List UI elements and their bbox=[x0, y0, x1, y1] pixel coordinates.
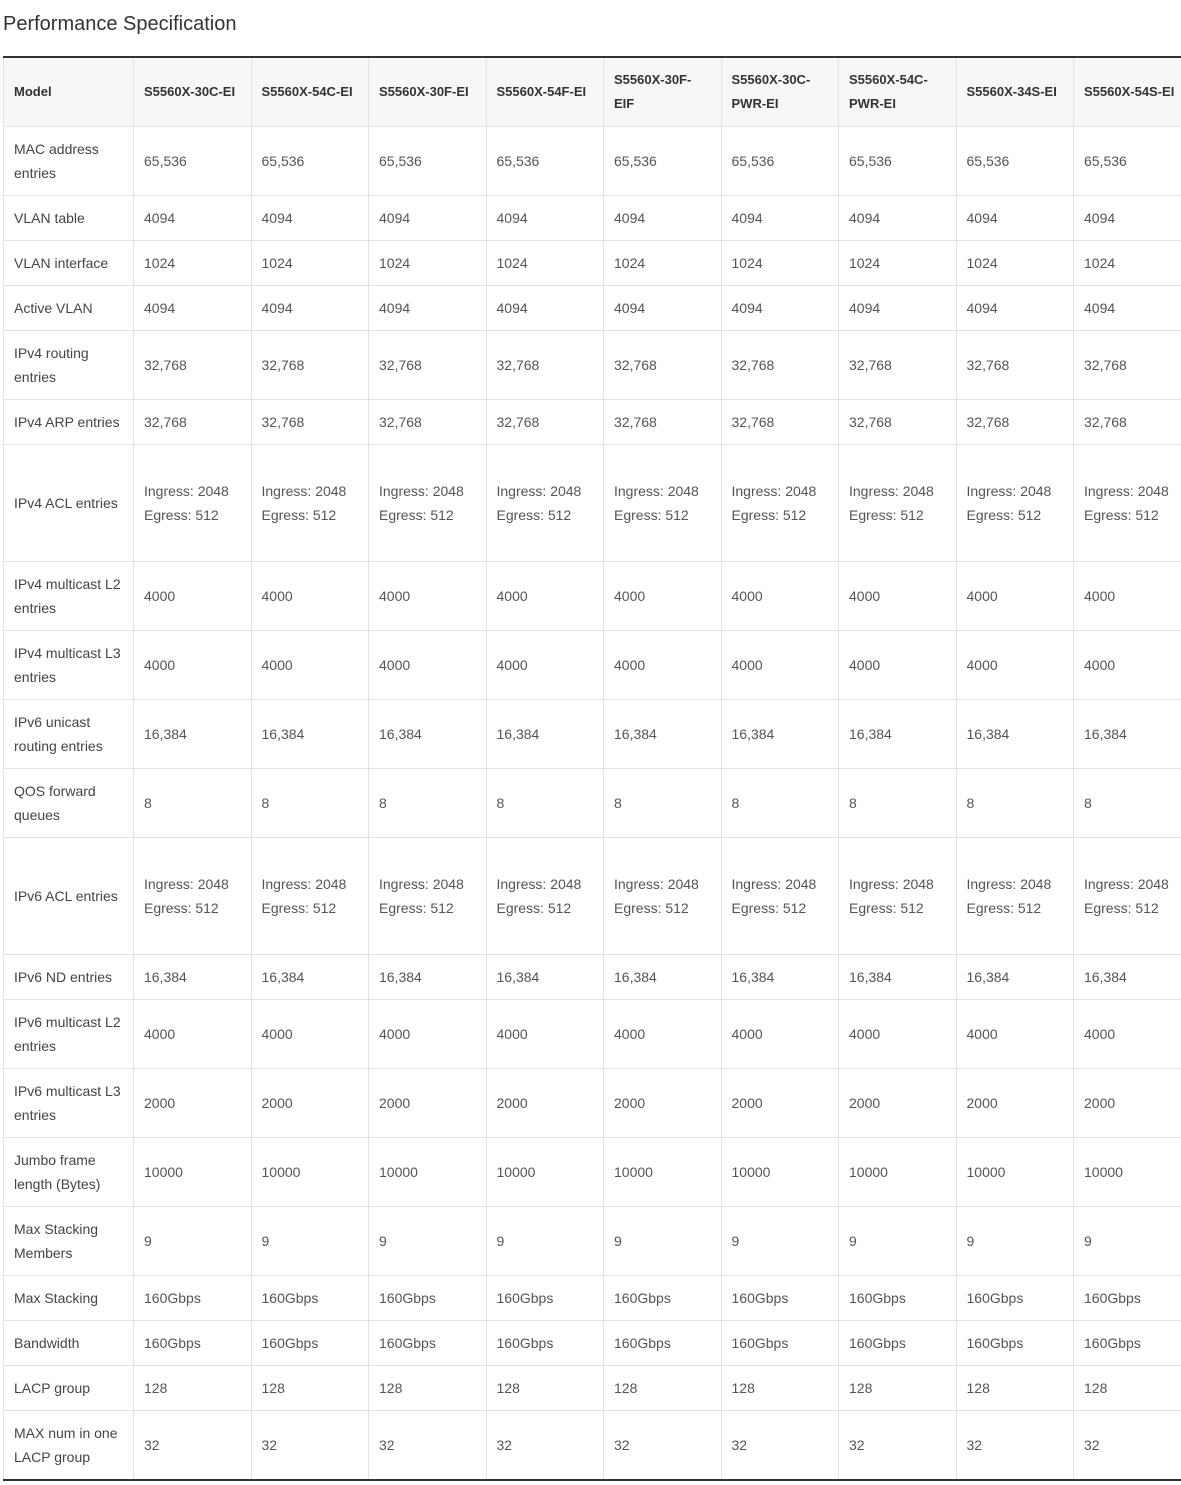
spec-value-cell: 65,536 bbox=[134, 127, 252, 196]
spec-value-cell: 4000 bbox=[134, 1000, 252, 1069]
table-row bbox=[4, 127, 1181, 196]
spec-value-cell: 4000 bbox=[604, 1000, 722, 1069]
spec-value-cell: 9 bbox=[1074, 1207, 1181, 1276]
spec-value-cell: 160Gbps bbox=[486, 1276, 604, 1321]
spec-value-cell: 128 bbox=[369, 1366, 487, 1411]
spec-value-cell: 4094 bbox=[956, 286, 1074, 331]
spec-value-cell: 128 bbox=[486, 1366, 604, 1411]
spec-value-cell: Ingress: 2048 Egress: 512 bbox=[604, 838, 722, 955]
spec-value-cell: Ingress: 2048 Egress: 512 bbox=[1074, 445, 1181, 562]
spec-value-cell: 1024 bbox=[369, 241, 487, 286]
table-row bbox=[4, 631, 1181, 700]
spec-value-cell: 4000 bbox=[369, 1000, 487, 1069]
spec-value-cell: 2000 bbox=[251, 1069, 369, 1138]
table-row bbox=[4, 241, 1181, 286]
spec-value-cell: Ingress: 2048 Egress: 512 bbox=[486, 838, 604, 955]
table-body bbox=[4, 127, 1181, 1481]
spec-value-cell: 9 bbox=[251, 1207, 369, 1276]
spec-value-cell: 4000 bbox=[839, 1000, 957, 1069]
spec-value-cell: 32,768 bbox=[839, 331, 957, 400]
spec-value-cell: 32,768 bbox=[369, 400, 487, 445]
spec-value-cell: 65,536 bbox=[839, 127, 957, 196]
spec-value-cell: 4094 bbox=[1074, 286, 1181, 331]
spec-value-cell: Ingress: 2048 Egress: 512 bbox=[251, 838, 369, 955]
header-model-name: S5560X-54C-PWR-EI bbox=[839, 57, 957, 127]
row-label: Active VLAN bbox=[4, 286, 134, 331]
table-row bbox=[4, 400, 1181, 445]
spec-value-cell: 160Gbps bbox=[134, 1321, 252, 1366]
spec-value-cell: Ingress: 2048 Egress: 512 bbox=[251, 445, 369, 562]
table-row bbox=[4, 1321, 1181, 1366]
spec-value-cell: 4094 bbox=[369, 196, 487, 241]
row-label: IPv6 unicast routing entries bbox=[4, 700, 134, 769]
spec-value-cell: 128 bbox=[134, 1366, 252, 1411]
spec-value-cell: 2000 bbox=[956, 1069, 1074, 1138]
header-model-name: S5560X-30F-EI bbox=[369, 57, 487, 127]
spec-value-cell: 4094 bbox=[134, 286, 252, 331]
spec-value-cell: 4000 bbox=[134, 631, 252, 700]
spec-value-cell: 32,768 bbox=[251, 400, 369, 445]
spec-value-cell: 32 bbox=[251, 1411, 369, 1481]
spec-value-cell: 128 bbox=[721, 1366, 839, 1411]
spec-value-cell: 4000 bbox=[251, 562, 369, 631]
spec-value-cell: 2000 bbox=[369, 1069, 487, 1138]
spec-value-cell: 160Gbps bbox=[1074, 1276, 1181, 1321]
spec-value-cell: 32,768 bbox=[956, 400, 1074, 445]
table-row bbox=[4, 1276, 1181, 1321]
header-model-label: Model bbox=[4, 57, 134, 127]
spec-value-cell: 160Gbps bbox=[721, 1276, 839, 1321]
spec-value-cell: 4000 bbox=[956, 562, 1074, 631]
spec-value-cell: 4094 bbox=[956, 196, 1074, 241]
spec-value-cell: 32,768 bbox=[839, 400, 957, 445]
spec-value-cell: 32,768 bbox=[604, 331, 722, 400]
spec-value-cell: 32 bbox=[721, 1411, 839, 1481]
spec-value-cell: 32,768 bbox=[956, 331, 1074, 400]
spec-value-cell: 9 bbox=[604, 1207, 722, 1276]
row-label: LACP group bbox=[4, 1366, 134, 1411]
spec-value-cell: 16,384 bbox=[604, 700, 722, 769]
spec-value-cell: 32 bbox=[604, 1411, 722, 1481]
spec-value-cell: 9 bbox=[956, 1207, 1074, 1276]
spec-value-cell: 1024 bbox=[486, 241, 604, 286]
spec-value-cell: 32,768 bbox=[134, 400, 252, 445]
spec-value-cell: Ingress: 2048 Egress: 512 bbox=[486, 445, 604, 562]
spec-value-cell: 9 bbox=[134, 1207, 252, 1276]
spec-value-cell: 128 bbox=[251, 1366, 369, 1411]
spec-value-cell: 1024 bbox=[134, 241, 252, 286]
spec-value-cell: 1024 bbox=[721, 241, 839, 286]
spec-value-cell: 4000 bbox=[486, 1000, 604, 1069]
spec-value-cell: 4000 bbox=[369, 562, 487, 631]
spec-value-cell: 4094 bbox=[1074, 196, 1181, 241]
spec-value-cell: 4000 bbox=[134, 562, 252, 631]
spec-value-cell: 10000 bbox=[839, 1138, 957, 1207]
spec-value-cell: 4000 bbox=[1074, 1000, 1181, 1069]
spec-value-cell: 9 bbox=[839, 1207, 957, 1276]
spec-value-cell: 160Gbps bbox=[604, 1321, 722, 1366]
table-row bbox=[4, 700, 1181, 769]
spec-value-cell: 4094 bbox=[486, 196, 604, 241]
spec-value-cell: 160Gbps bbox=[369, 1321, 487, 1366]
row-label: IPv6 ACL entries bbox=[4, 838, 134, 955]
row-label: Bandwidth bbox=[4, 1321, 134, 1366]
spec-value-cell: 160Gbps bbox=[839, 1321, 957, 1366]
row-label: VLAN table bbox=[4, 196, 134, 241]
spec-value-cell: 16,384 bbox=[486, 955, 604, 1000]
spec-value-cell: 8 bbox=[1074, 769, 1181, 838]
spec-value-cell: 128 bbox=[604, 1366, 722, 1411]
spec-value-cell: 4000 bbox=[721, 562, 839, 631]
spec-value-cell: 32 bbox=[839, 1411, 957, 1481]
spec-value-cell: Ingress: 2048 Egress: 512 bbox=[721, 445, 839, 562]
spec-value-cell: 10000 bbox=[721, 1138, 839, 1207]
spec-value-cell: 65,536 bbox=[721, 127, 839, 196]
spec-value-cell: 8 bbox=[486, 769, 604, 838]
spec-value-cell: 4000 bbox=[956, 1000, 1074, 1069]
spec-value-cell: 4094 bbox=[251, 286, 369, 331]
spec-value-cell: 32,768 bbox=[1074, 400, 1181, 445]
row-label: QOS forward queues bbox=[4, 769, 134, 838]
spec-value-cell: 16,384 bbox=[251, 700, 369, 769]
spec-value-cell: 2000 bbox=[1074, 1069, 1181, 1138]
spec-value-cell: 4000 bbox=[486, 562, 604, 631]
spec-value-cell: 4000 bbox=[1074, 631, 1181, 700]
spec-value-cell: 4000 bbox=[1074, 562, 1181, 631]
header-model-name: S5560X-54S-EI bbox=[1074, 57, 1181, 127]
table-row bbox=[4, 1411, 1181, 1481]
spec-value-cell: 160Gbps bbox=[251, 1321, 369, 1366]
spec-value-cell: Ingress: 2048 Egress: 512 bbox=[956, 838, 1074, 955]
spec-value-cell: 128 bbox=[1074, 1366, 1181, 1411]
spec-value-cell: Ingress: 2048 Egress: 512 bbox=[369, 445, 487, 562]
spec-value-cell: 8 bbox=[956, 769, 1074, 838]
spec-value-cell: 160Gbps bbox=[369, 1276, 487, 1321]
table-row bbox=[4, 1069, 1181, 1138]
spec-value-cell: 4094 bbox=[721, 286, 839, 331]
spec-value-cell: 16,384 bbox=[839, 955, 957, 1000]
spec-value-cell: 16,384 bbox=[486, 700, 604, 769]
spec-value-cell: 160Gbps bbox=[721, 1321, 839, 1366]
spec-value-cell: 65,536 bbox=[486, 127, 604, 196]
spec-value-cell: 8 bbox=[839, 769, 957, 838]
spec-value-cell: 10000 bbox=[251, 1138, 369, 1207]
spec-value-cell: 8 bbox=[604, 769, 722, 838]
spec-value-cell: 4000 bbox=[604, 631, 722, 700]
spec-value-cell: 16,384 bbox=[839, 700, 957, 769]
spec-value-cell: Ingress: 2048 Egress: 512 bbox=[134, 838, 252, 955]
spec-value-cell: 2000 bbox=[486, 1069, 604, 1138]
spec-value-cell: 4000 bbox=[369, 631, 487, 700]
spec-value-cell: 9 bbox=[369, 1207, 487, 1276]
spec-value-cell: 4094 bbox=[839, 286, 957, 331]
spec-value-cell: 1024 bbox=[1074, 241, 1181, 286]
table-row bbox=[4, 445, 1181, 562]
spec-value-cell: 16,384 bbox=[721, 955, 839, 1000]
spec-value-cell: 65,536 bbox=[251, 127, 369, 196]
row-label: Jumbo frame length (Bytes) bbox=[4, 1138, 134, 1207]
spec-value-cell: 16,384 bbox=[956, 955, 1074, 1000]
table-row bbox=[4, 562, 1181, 631]
spec-value-cell: 4000 bbox=[251, 631, 369, 700]
spec-value-cell: 8 bbox=[721, 769, 839, 838]
spec-value-cell: 32 bbox=[369, 1411, 487, 1481]
header-model-name: S5560X-30C-PWR-EI bbox=[721, 57, 839, 127]
spec-value-cell: 4000 bbox=[604, 562, 722, 631]
table-row bbox=[4, 331, 1181, 400]
table-row bbox=[4, 1207, 1181, 1276]
spec-value-cell: 16,384 bbox=[369, 700, 487, 769]
header-model-name: S5560X-54F-EI bbox=[486, 57, 604, 127]
spec-value-cell: Ingress: 2048 Egress: 512 bbox=[839, 838, 957, 955]
header-model-name: S5560X-30C-EI bbox=[134, 57, 252, 127]
spec-value-cell: 10000 bbox=[369, 1138, 487, 1207]
spec-value-cell: 32 bbox=[486, 1411, 604, 1481]
spec-value-cell: Ingress: 2048 Egress: 512 bbox=[721, 838, 839, 955]
spec-value-cell: 10000 bbox=[956, 1138, 1074, 1207]
spec-value-cell: 160Gbps bbox=[1074, 1321, 1181, 1366]
spec-value-cell: 10000 bbox=[486, 1138, 604, 1207]
row-label: IPv6 multicast L3 entries bbox=[4, 1069, 134, 1138]
spec-value-cell: 4000 bbox=[251, 1000, 369, 1069]
spec-value-cell: 16,384 bbox=[1074, 955, 1181, 1000]
spec-value-cell: Ingress: 2048 Egress: 512 bbox=[839, 445, 957, 562]
spec-value-cell: 4094 bbox=[721, 196, 839, 241]
row-label: IPv4 ACL entries bbox=[4, 445, 134, 562]
spec-value-cell: 160Gbps bbox=[839, 1276, 957, 1321]
spec-value-cell: 128 bbox=[956, 1366, 1074, 1411]
header-model-name: S5560X-30F-EIF bbox=[604, 57, 722, 127]
table-header-row bbox=[4, 57, 1181, 127]
spec-value-cell: 8 bbox=[369, 769, 487, 838]
header-model-name: S5560X-54C-EI bbox=[251, 57, 369, 127]
spec-value-cell: 4000 bbox=[839, 631, 957, 700]
table-row bbox=[4, 769, 1181, 838]
spec-value-cell: 16,384 bbox=[1074, 700, 1181, 769]
spec-value-cell: 16,384 bbox=[721, 700, 839, 769]
spec-value-cell: 32,768 bbox=[369, 331, 487, 400]
spec-value-cell: 4094 bbox=[369, 286, 487, 331]
spec-value-cell: 4094 bbox=[839, 196, 957, 241]
spec-value-cell: Ingress: 2048 Egress: 512 bbox=[1074, 838, 1181, 955]
spec-value-cell: 65,536 bbox=[1074, 127, 1181, 196]
spec-value-cell: 32 bbox=[134, 1411, 252, 1481]
spec-value-cell: 8 bbox=[134, 769, 252, 838]
row-label: IPv4 routing entries bbox=[4, 331, 134, 400]
row-label: MAC address entries bbox=[4, 127, 134, 196]
row-label: IPv4 ARP entries bbox=[4, 400, 134, 445]
spec-value-cell: 4000 bbox=[956, 631, 1074, 700]
spec-value-cell: 10000 bbox=[1074, 1138, 1181, 1207]
row-label: IPv6 multicast L2 entries bbox=[4, 1000, 134, 1069]
table-row bbox=[4, 838, 1181, 955]
spec-value-cell: 1024 bbox=[604, 241, 722, 286]
spec-value-cell: 160Gbps bbox=[604, 1276, 722, 1321]
spec-value-cell: 1024 bbox=[839, 241, 957, 286]
spec-value-cell: 16,384 bbox=[251, 955, 369, 1000]
spec-value-cell: 16,384 bbox=[604, 955, 722, 1000]
spec-value-cell: 16,384 bbox=[134, 700, 252, 769]
spec-value-cell: 4000 bbox=[839, 562, 957, 631]
spec-value-cell: 9 bbox=[721, 1207, 839, 1276]
performance-spec-table bbox=[3, 56, 1181, 1481]
spec-value-cell: 9 bbox=[486, 1207, 604, 1276]
spec-value-cell: Ingress: 2048 Egress: 512 bbox=[956, 445, 1074, 562]
spec-value-cell: 2000 bbox=[839, 1069, 957, 1138]
spec-value-cell: 32 bbox=[1074, 1411, 1181, 1481]
spec-value-cell: 32,768 bbox=[486, 400, 604, 445]
spec-value-cell: 65,536 bbox=[369, 127, 487, 196]
row-label: Max Stacking Members bbox=[4, 1207, 134, 1276]
spec-value-cell: 2000 bbox=[134, 1069, 252, 1138]
spec-value-cell: 32,768 bbox=[721, 331, 839, 400]
spec-value-cell: 4094 bbox=[251, 196, 369, 241]
spec-value-cell: 16,384 bbox=[134, 955, 252, 1000]
spec-value-cell: 160Gbps bbox=[251, 1276, 369, 1321]
spec-value-cell: 160Gbps bbox=[486, 1321, 604, 1366]
spec-value-cell: 2000 bbox=[604, 1069, 722, 1138]
spec-value-cell: 10000 bbox=[134, 1138, 252, 1207]
spec-value-cell: 16,384 bbox=[369, 955, 487, 1000]
spec-value-cell: 160Gbps bbox=[956, 1276, 1074, 1321]
spec-value-cell: 32,768 bbox=[134, 331, 252, 400]
spec-value-cell: 4094 bbox=[604, 286, 722, 331]
spec-value-cell: 32,768 bbox=[721, 400, 839, 445]
spec-value-cell: 4000 bbox=[721, 631, 839, 700]
spec-value-cell: 160Gbps bbox=[134, 1276, 252, 1321]
spec-value-cell: 65,536 bbox=[604, 127, 722, 196]
spec-value-cell: 128 bbox=[839, 1366, 957, 1411]
spec-value-cell: 2000 bbox=[721, 1069, 839, 1138]
spec-value-cell: 8 bbox=[251, 769, 369, 838]
spec-value-cell: 32,768 bbox=[1074, 331, 1181, 400]
spec-value-cell: 4094 bbox=[486, 286, 604, 331]
row-label: Max Stacking bbox=[4, 1276, 134, 1321]
spec-value-cell: 32,768 bbox=[486, 331, 604, 400]
spec-value-cell: 10000 bbox=[604, 1138, 722, 1207]
page-title: Performance Specification bbox=[3, 13, 237, 35]
spec-value-cell: 160Gbps bbox=[956, 1321, 1074, 1366]
spec-value-cell: Ingress: 2048 Egress: 512 bbox=[134, 445, 252, 562]
spec-value-cell: 1024 bbox=[956, 241, 1074, 286]
spec-value-cell: Ingress: 2048 Egress: 512 bbox=[369, 838, 487, 955]
table-row bbox=[4, 286, 1181, 331]
header-model-name: S5560X-34S-EI bbox=[956, 57, 1074, 127]
row-label: MAX num in one LACP group bbox=[4, 1411, 134, 1481]
spec-value-cell: 32,768 bbox=[604, 400, 722, 445]
spec-value-cell: 4094 bbox=[604, 196, 722, 241]
row-label: IPv4 multicast L3 entries bbox=[4, 631, 134, 700]
row-label: VLAN interface bbox=[4, 241, 134, 286]
spec-value-cell: 4000 bbox=[486, 631, 604, 700]
table-row bbox=[4, 196, 1181, 241]
table-row bbox=[4, 1366, 1181, 1411]
row-label: IPv4 multicast L2 entries bbox=[4, 562, 134, 631]
spec-value-cell: Ingress: 2048 Egress: 512 bbox=[604, 445, 722, 562]
table-row bbox=[4, 955, 1181, 1000]
table-row bbox=[4, 1000, 1181, 1069]
spec-value-cell: 4000 bbox=[721, 1000, 839, 1069]
row-label: IPv6 ND entries bbox=[4, 955, 134, 1000]
spec-value-cell: 32 bbox=[956, 1411, 1074, 1481]
spec-value-cell: 65,536 bbox=[956, 127, 1074, 196]
spec-value-cell: 16,384 bbox=[956, 700, 1074, 769]
spec-value-cell: 32,768 bbox=[251, 331, 369, 400]
table-row bbox=[4, 1138, 1181, 1207]
spec-value-cell: 4094 bbox=[134, 196, 252, 241]
spec-value-cell: 1024 bbox=[251, 241, 369, 286]
